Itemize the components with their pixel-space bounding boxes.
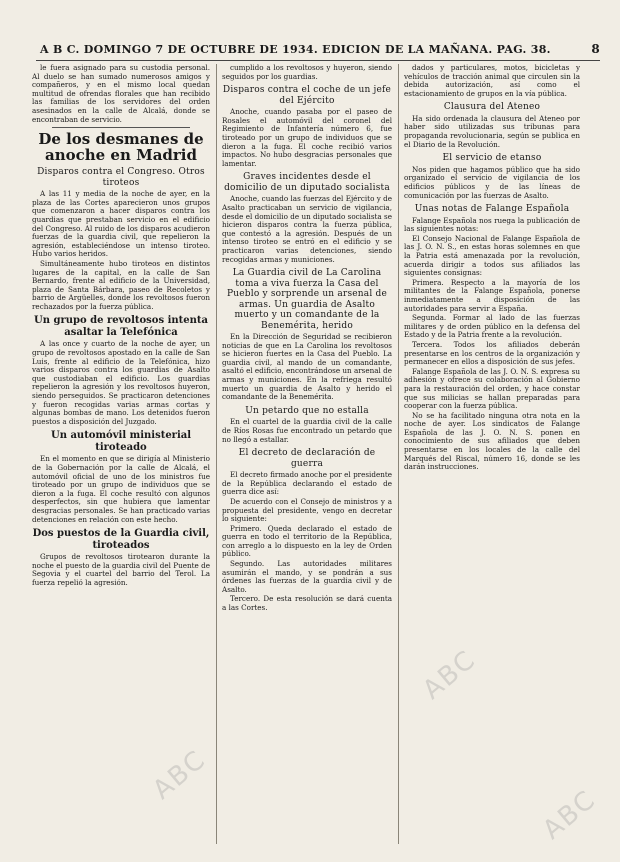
column-1: [32, 64, 213, 844]
paragraph: Grupos de revoltosos tirotearon durante la noche el puesto de la guardia civil del Puente de Segovia y el cuartel del barrio del Terol. La fuerza repelió la agresión.: [32, 552, 210, 587]
article-title: El servicio de etanso: [442, 153, 542, 164]
paragraph: A las 11 y media de la noche de ayer, en la plaza de las Cortes aparecieron unos grupos que comenzaron a hacer disparos contra los guardias que prestaban servicio en el edificio del Congreso. Al ruido de los disparos acudieron fuerzas de la guardia civil, que repelieron la agresión, estableciéndose un intenso tiroteo. Hubo varios heridos.: [32, 189, 210, 259]
paragraph: En el cuartel de la guardia civil de la calle de Ríos Rosas fue encontrado un petardo que no llegó a estallar.: [222, 417, 392, 444]
paragraph: Falange Española nos ruega la publicación de las siguientes notas:: [404, 215, 580, 234]
page-masthead: [40, 40, 600, 58]
paragraph: A las once y cuarto de la noche de ayer, un grupo de revoltosos apostado en la calle de San Luis, frente al edificio de la Telefónica, hizo varios disparos contra los guardias de Asalto que custodiaban el edificio. Los guardias repelieron la agresión y los revoltosos huyeron, siendo perseguidos. Se practicaron detenciones y fueron recogidas varias armas cortas y algunas bombas de mano. Los detenidos fueron puestos a disposición del Juzgado.: [32, 339, 210, 426]
separator: [52, 127, 190, 128]
paragraph: Segunda. Formar al lado de las fuerzas militares y de orden público en la defensa del Estado y de la Patria frente a la revolución.: [404, 313, 580, 340]
article-title: Un petardo que no estalla: [245, 405, 369, 416]
watermark-logo: ABC: [147, 744, 213, 806]
paragraph: Falange Española de las J. O. N. S. expresa su adhesión y ofrece su colaboración al Gobierno para la restauración del orden, y hace constar que sus milicias se hallan preparadas para cooperar con la fuerza pública.: [404, 366, 580, 411]
paragraph: Anoche, cuando pasaba por el paseo de Rosales el automóvil del coronel del Regimiento de Infantería número 6, fue tiroteado por un grupo de individuos que se dieron a la fuga. El coche recibió varios impactos. No hubo desgracias personales que lamentar.: [222, 107, 392, 168]
column-divider: [216, 64, 217, 844]
column-3: [404, 64, 580, 844]
paragraph: En el momento en que se dirigía al Ministerio de la Gobernación por la calle de Alcalá, el automóvil oficial de uno de los ministros fue tiroteado por un grupo de individuos que se dieron a la fuga. El coche resultó con algunos desperfectos, sin que hubiera que lamentar desgracias personales. Se han practicado varias detenciones en relación con este hecho.: [32, 454, 210, 524]
article-title: Graves incidentes desde el domicilio de un diputado socialista: [224, 172, 390, 193]
masthead-rule: [36, 60, 600, 61]
column-2: [222, 64, 392, 844]
masthead-date-edition: A B C. DOMINGO 7 DE OCTUBRE DE 1934. EDICION DE LA MAÑANA. PAG. 38.: [40, 42, 551, 56]
article-title: Clausura del Ateneo: [443, 102, 541, 113]
paragraph: El decreto firmado anoche por el presidente de la República declarando el estado de guerra dice así:: [222, 470, 392, 497]
paragraph: Primero. Queda declarado el estado de guerra en todo el territorio de la República, con arreglo a lo dispuesto en la ley de Orden público.: [222, 523, 392, 559]
article-title: Dos puestos de la Guardia civil, tiroteados: [32, 528, 210, 551]
paragraph: dados y particulares, motos, bicicletas y vehículos de tracción animal que circulen sin la debida autorización, así como el estacionamiento de grupos en la vía pública.: [404, 64, 580, 98]
paragraph: Ha sido ordenada la clausura del Ateneo por haber sido utilizadas sus tribunas para propaganda revolucionaria, según se publica en el Diario de la Revolución.: [404, 113, 580, 149]
paragraph: Tercera. Todos los afiliados deberán presentarse en los centros de la organización y permanecer en ellos a disposición de sus jefes.: [404, 339, 580, 367]
article-title: La Guardia civil de La Carolina toma a viva fuerza la Casa del Pueblo y sorprende un arsenal de armas. Un guardia de Asalto muerto y un comandante de la Benemérita, herido: [227, 268, 387, 331]
paragraph: Nos piden que hagamos público que ha sido organizado el servicio de vigilancia de los edificios públicos y de las líneas de comunicación por las fuerzas de Asalto.: [404, 164, 580, 200]
section-headline: De los desmanes de anoche en Madrid: [38, 130, 204, 165]
article-title: Un grupo de revoltosos intenta asaltar la Telefónica: [33, 315, 208, 338]
paragraph: cumplido a los revoltosos y huyeron, siendo seguidos por los guardias.: [222, 64, 392, 81]
paragraph: De acuerdo con el Consejo de ministros y a propuesta del presidente, vengo en decretar lo siguiente:: [222, 496, 392, 524]
watermark-logo: ABC: [537, 784, 603, 846]
column-divider: [398, 64, 399, 844]
paragraph: Primera. Respecto a la mayoría de los militantes de la Falange Española, ponerse inmediatamente a disposición de las autoridades para servir a España.: [404, 277, 580, 313]
paragraph: El Consejo Nacional de Falange Española de las J. O. N. S., en estas horas solemnes en que la Patria está amenazada por la revolución, acuerda dirigir a todos sus afiliados las siguientes consignas:: [404, 233, 580, 278]
paragraph: No se ha facilitado ninguna otra nota en la noche de ayer. Los sindicatos de Falange Española de las J. O. N. S. ponen en conocimiento de sus afiliados que deben presentarse en los locales de la calle del Marqués del Riscal, número 16, donde se les darán instrucciones.: [404, 410, 580, 472]
paragraph: Segundo. Las autoridades militares asumirán el mando, y se pondrán a sus órdenes las fuerzas de la guardia civil y de Asalto.: [222, 559, 392, 594]
paragraph: En la Dirección de Seguridad se recibieron noticias de que en La Carolina los revoltosos se hicieron fuertes en la Casa del Pueblo. La guardia civil, al mando de un comandante, asaltó el edificio, encontrándose un arsenal de armas y municiones. En la refriega resultó muerto un guardia de Asalto y herido el comandante de la Benemérita.: [222, 332, 392, 402]
article-title: Un automóvil ministerial tiroteado: [50, 430, 192, 453]
article-title: El decreto de declaración de guerra: [238, 448, 376, 469]
article-title: Disparos contra el coche de un jefe del Ejército: [222, 85, 392, 106]
paragraph: Anoche, cuando las fuerzas del Ejército y de Asalto practicaban un servicio de vigilancia, desde el domicilio de un diputado socialista se hicieron disparos contra la fuerza pública, que contestó a la agresión. Después de un intenso tiroteo se entró en el edificio y se practicaron varias detenciones, siendo recogidas armas y municiones.: [222, 194, 392, 264]
paragraph: Simultáneamente hubo tiroteos en distintos lugares de la capital, en la calle de San Bernardo, frente al edificio de la Universidad, plaza de Santa Bárbara, paseo de Recoletos y barrio de Argüelles, donde los revoltosos fueron rechazados por la fuerza pública.: [32, 258, 210, 311]
article-title: Unas notas de Falange Española: [414, 204, 570, 215]
page-number: 8: [591, 42, 600, 56]
paragraph: le fuera asignado para su custodia personal. Al duelo se han sumado numerosos amigos y compañeros, y en el mismo local quedan multitud de ofrendas florales que han recibido las familias de los servidores del orden asesinados en la calle de Alcalá, donde se encontraban de servicio.: [32, 64, 210, 124]
watermark-logo: ABC: [417, 644, 483, 706]
article-title: Disparos contra el Congreso. Otros tiroteos: [37, 167, 205, 188]
paragraph: Tercero. De esta resolución se dará cuenta a las Cortes.: [222, 594, 392, 613]
